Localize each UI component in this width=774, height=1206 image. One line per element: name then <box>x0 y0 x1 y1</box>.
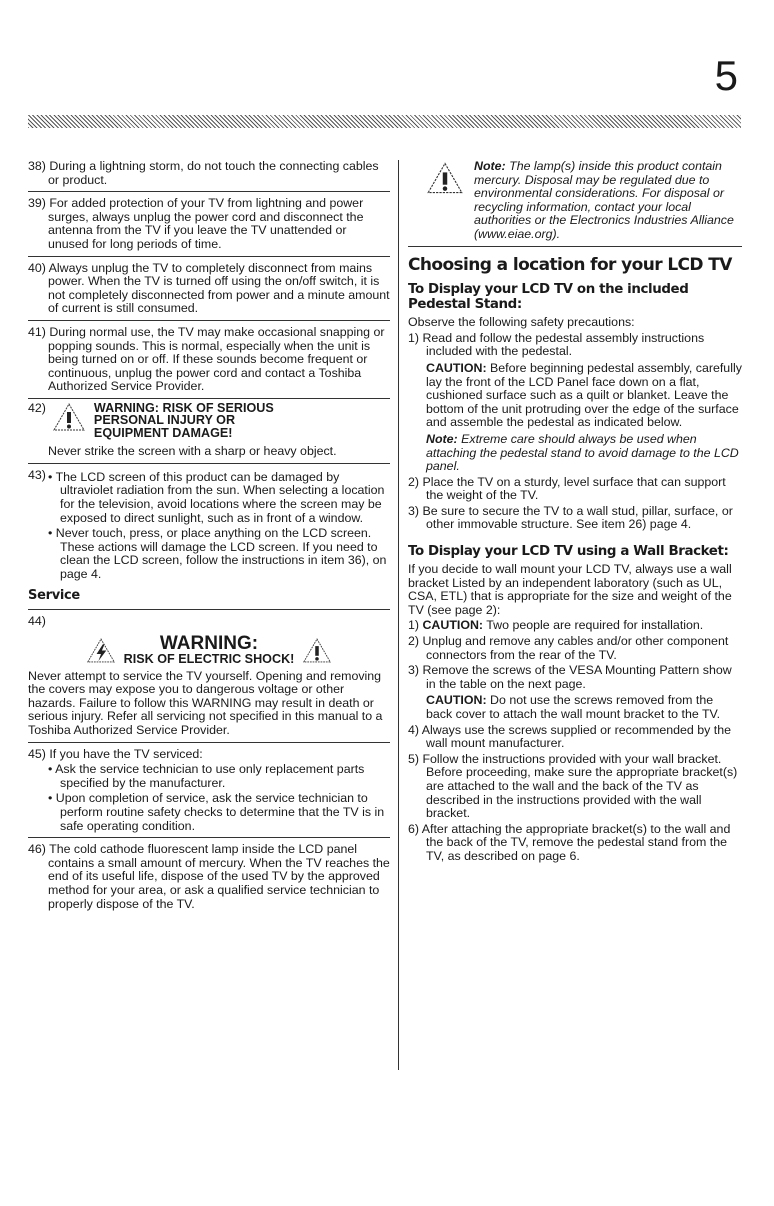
list-item: 41) During normal use, the TV may make occasional snapping or popping sounds. This is normal, especially when the unit is being turned on or off. If these sounds become frequent or continuous, unplug the power cord and contact a Toshiba Authorized Service Provider. <box>28 320 390 394</box>
list-item-warning: 44) WARNING: RISK OF ELECTRIC SHOCK! Never attempt to service the TV yourself. Opening and removing the covers may expose you to dangerous voltage or other hazards. Failure to follow this WARNING may result in death or serious injury. Refer all servicing not specified in this manual to a Toshiba Authorized Service Provider. <box>28 609 390 738</box>
right-column: Note: The lamp(s) inside this product contain mercury. Disposal may be regulated due to environmental considerations. For disposal or recycling information, contact your local authorities or the Electronics Industries Alliance (www.eiae.org). Choosing a location for your LCD TV To Display your LCD TV on the included Pedestal Stand: Observe the following safety precautions: 1) Read and follow the pedestal assembly instructions included with the pedestal. CAUTION: Before beginning pedestal assembly, carefully lay the front of the LCD Panel face down on a flat, cushioned surface such as a quilt or blanket. Leave the bottom of the unit protruding over the edge of the surface and assemble the pedestal as indicated below. Note: Extreme care should always be used when attaching the pedestal stand to avoid damage to the LCD panel. 2) Place the TV on a sturdy, level surface that can support the weight of the TV. 3) Be sure to secure the TV to a wall stud, pillar, surface, or other immovable structure. See item 26) page 4. To Display your LCD TV using a Wall Bracket: If you decide to wall mount your LCD TV, always use a wall bracket Listed by an independent laboratory (such as UL, CSA, ETL) that is appropriate for the size and weight of the TV (see page 2): 1) CAUTION: Two people are required for installation. 2) Unplug and remove any cables and/or other component connectors from the rear of the TV. 3) Remove the screws of the VESA Mounting Pattern show in the table on the next page. CAUTION: Do not use the screws removed from the back cover to attach the wall mount bracket to the TV. 4) Always use the screws supplied or recommended by the wall mount manufacturer. 5) Follow the instructions provided with your wall bracket. Before proceeding, make sure the appropriate bracket(s) are attached to the wall and the back of the TV as described in the instructions provided with the wall bracket. 6) After attaching the appropriate bracket(s) to the wall and the back of the TV, remove the pedestal stand from the TV, as described on page 6. <box>408 159 742 863</box>
warning-triangle-icon <box>302 637 332 664</box>
warning-subtitle: RISK OF ELECTRIC SHOCK! <box>123 651 295 666</box>
subheading-wall-bracket: To Display your LCD TV using a Wall Bracket: <box>408 544 729 560</box>
list-item: 39) For added protection of your TV from lightning and power surges, always unplug the power cord and disconnect the antenna from the TV if you leave the TV unattended or unused for long periods of time. <box>28 191 390 251</box>
page-number: 5 <box>714 52 738 99</box>
list-item: 40) Always unplug the TV to completely disconnect from mains power. When the TV is turned off using the on/off switch, it is not completely disconnected from power and a minute amount of current is still consumed. <box>28 256 390 316</box>
list-item: 45) If you have the TV serviced: • Ask the service technician to use only replacement parts specified by the manufacturer. • Upon completion of service, ask the service technician to perform routine safety checks to determine that the TV is in safe operating condition. <box>28 742 390 834</box>
list-item: 46) The cold cathode fluorescent lamp inside the LCD panel contains a small amount of mercury. When the TV reaches the end of its useful life, dispose of the used TV by the approved method for your area, or ask a qualified service technician to properly dispose of the TV. <box>28 837 390 911</box>
column-divider <box>398 160 399 1070</box>
section-heading-location: Choosing a location for your LCD TV <box>408 254 732 275</box>
list-item-warning: 42) WARNING: RISK OF SERIOUS PERSONAL INJURY OR EQUIPMENT DAMAGE! Never strike the screen with a sharp or heavy object. <box>28 398 390 459</box>
header-hatch-bar <box>28 115 741 128</box>
section-heading-service: Service <box>28 588 80 604</box>
warning-triangle-icon <box>52 402 86 432</box>
left-column <box>28 160 390 915</box>
warning-title: WARNING: <box>159 632 259 654</box>
subheading-pedestal: To Display your LCD TV on the included Pedestal Stand: <box>408 282 689 313</box>
warning-triangle-icon <box>426 160 464 196</box>
mercury-note: Note: The lamp(s) inside this product contain mercury. Disposal may be regulated due to environmental considerations. For disposal or recycling information, contact your local authorities or the Electronics Industries Alliance (www.eiae.org). <box>408 160 742 242</box>
warning-heading: WARNING: RISK OF SERIOUS PERSONAL INJURY OR EQUIPMENT DAMAGE! <box>93 400 274 440</box>
list-item: 43) • The LCD screen of this product can be damaged by ultraviolet radiation from the sun. When selecting a location for the television, avoid locations where the screen may be exposed to direct sunlight, such as in front of a window. • Never touch, press, or place anything on the LCD screen. These actions will damage the LCD screen. If you need to clean the LCD screen, follow the instructions in item 36), on page 4. <box>28 463 390 582</box>
electric-shock-icon <box>86 637 116 664</box>
list-item: 38) During a lightning storm, do not touch the connecting cables or product. <box>28 159 379 187</box>
